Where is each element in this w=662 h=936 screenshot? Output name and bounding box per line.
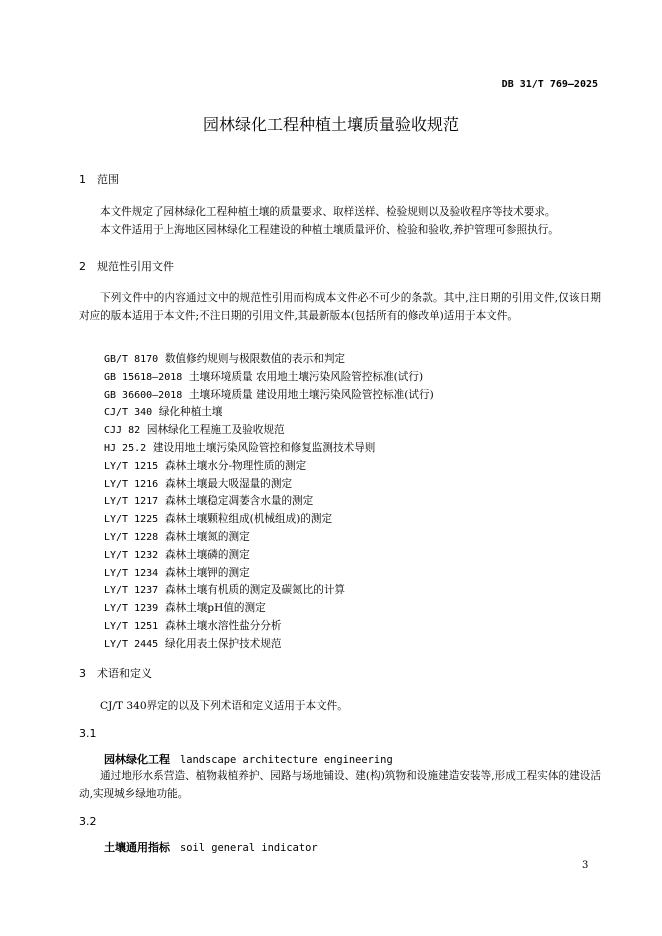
reference-title: 数值修约规则与极限数值的表示和判定 xyxy=(164,353,346,365)
reference-code: LY/T 1228 xyxy=(104,531,159,543)
reference-title: 森林土壤颗粒组成(机械组成)的测定 xyxy=(164,513,333,526)
reference-code: LY/T 2445 xyxy=(104,638,159,650)
reference-title: 森林土壤最大吸湿量的测定 xyxy=(164,477,293,490)
reference-item xyxy=(104,529,434,547)
reference-item xyxy=(104,476,434,494)
reference-code: LY/T 1216 xyxy=(104,478,159,490)
page-number: 3 xyxy=(582,860,589,871)
section-title: 术语和定义 xyxy=(97,667,152,680)
section-number: 2 xyxy=(79,260,86,273)
paragraph: 本文件规定了园林绿化工程种植土壤的质量要求、取样送样、检验规则以及验收程序等技术要求。 xyxy=(100,206,556,218)
document-title: 园林绿化工程种植土壤质量验收规范 xyxy=(202,115,459,134)
section-1-body xyxy=(79,203,601,239)
section-3-heading xyxy=(79,665,152,681)
reference-item xyxy=(104,458,434,476)
reference-item xyxy=(104,440,434,458)
reference-item xyxy=(104,547,434,565)
term-3-1-definition xyxy=(79,767,601,803)
reference-item xyxy=(104,618,434,636)
reference-code: LY/T 1225 xyxy=(104,514,159,526)
section-1-heading xyxy=(79,171,119,187)
reference-code: GB/T 8170 xyxy=(104,354,159,365)
term-3-2 xyxy=(104,839,318,855)
reference-title: 森林土壤水溶性盐分分析 xyxy=(164,619,282,632)
reference-title: 森林土壤磷的测定 xyxy=(164,548,250,561)
reference-code: LY/T 1215 xyxy=(104,460,159,472)
section-2-heading xyxy=(79,258,174,274)
reference-code: CJJ 82 xyxy=(104,425,141,437)
term-name-cn: 园林绿化工程 xyxy=(104,753,170,766)
reference-item xyxy=(104,369,434,387)
standard-number: DB 31/T 769—2025 xyxy=(501,79,598,90)
clause-3-1-number: 3.1 xyxy=(79,727,97,740)
paragraph: 下列文件中的内容通过文中的规范性引用而构成本文件必不可少的条款。其中,注日期的引用文件,仅该日期对应的版本适用于本文件;不注日期的引用文件,其最新版本(包括所有的修改单)适用于本文件。 xyxy=(79,292,601,322)
section-2-intro xyxy=(79,289,601,325)
reference-item xyxy=(104,600,434,618)
reference-title: 土壤环境质量 建设用地土壤污染风险管控标准(试行) xyxy=(189,388,434,401)
reference-item xyxy=(104,582,434,600)
reference-item xyxy=(104,422,434,440)
reference-code: LY/T 1251 xyxy=(104,620,159,632)
paragraph: 本文件适用于上海地区园林绿化工程建设的种植土壤质量评价、检验和验收,养护管理可参照执行。 xyxy=(100,224,559,236)
reference-code: GB 36600—2018 xyxy=(104,389,183,401)
reference-code: LY/T 1234 xyxy=(104,567,159,579)
reference-title: 森林土壤稳定凋萎含水量的测定 xyxy=(164,495,314,508)
paragraph: 通过地形水系营造、植物栽植养护、园路与场地铺设、建(构)筑物和设施建造安装等,形成工程实体的建设活动,实现城乡绿地功能。 xyxy=(79,770,601,800)
reference-item xyxy=(104,351,434,369)
section-number: 3 xyxy=(79,667,86,680)
reference-item xyxy=(104,511,434,529)
reference-code: HJ 25.2 xyxy=(104,442,147,454)
reference-title: 森林土壤水分-物理性质的测定 xyxy=(164,459,307,472)
reference-title: 建设用地土壤污染风险管控和修复监测技术导则 xyxy=(152,441,376,454)
term-name-en: landscape architecture engineering xyxy=(180,754,393,766)
section-number: 1 xyxy=(79,173,86,186)
section-3-intro xyxy=(79,697,601,715)
reference-title: 森林土壤有机质的测定及碳氮比的计算 xyxy=(164,584,346,597)
reference-code: LY/T 1232 xyxy=(104,549,159,561)
reference-item xyxy=(104,636,434,654)
reference-list xyxy=(104,351,434,654)
reference-item xyxy=(104,565,434,583)
reference-code: GB 15618—2018 xyxy=(104,371,183,383)
reference-title: 土壤环境质量 农用地土壤污染风险管控标准(试行) xyxy=(189,370,424,383)
reference-title: 森林土壤氮的测定 xyxy=(164,530,250,543)
paragraph: CJ/T 340界定的以及下列术语和定义适用于本文件。 xyxy=(100,700,348,712)
reference-code: LY/T 1237 xyxy=(104,585,159,597)
reference-code: LY/T 1239 xyxy=(104,603,159,615)
reference-title: 园林绿化工程施工及验收规范 xyxy=(146,424,285,437)
reference-title: 绿化种植土壤 xyxy=(158,406,223,419)
reference-title: 森林土壤钾的测定 xyxy=(164,566,250,579)
reference-item xyxy=(104,493,434,511)
reference-title: 森林土壤pH值的测定 xyxy=(164,602,266,615)
reference-code: CJ/T 340 xyxy=(104,407,153,419)
reference-title: 绿化用表土保护技术规范 xyxy=(164,637,282,650)
section-title: 范围 xyxy=(97,173,119,186)
reference-code: LY/T 1217 xyxy=(104,496,159,508)
term-name-cn: 土壤通用指标 xyxy=(104,841,170,854)
term-name-en: soil general indicator xyxy=(180,842,318,854)
term-3-1 xyxy=(104,751,393,767)
section-title: 规范性引用文件 xyxy=(97,260,174,273)
reference-item xyxy=(104,404,434,422)
clause-3-2-number: 3.2 xyxy=(79,815,97,828)
reference-item xyxy=(104,387,434,405)
